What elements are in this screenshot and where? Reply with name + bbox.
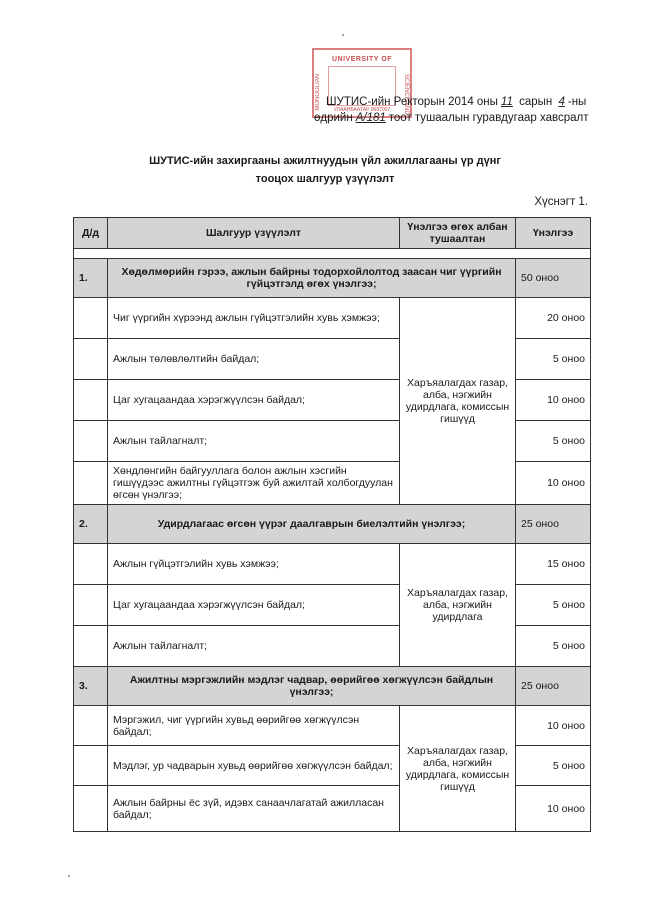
- criterion-text: Ажлын төлөвлөлтийн байдал;: [108, 339, 400, 380]
- criterion-score: 5 оноо: [516, 421, 591, 462]
- decree-text: тоот тушаалын гуравдугаар хавсралт: [388, 112, 589, 124]
- table-header-row: [74, 218, 591, 249]
- criterion-text: Чиг үүргийн хүрээнд ажлын гүйцэтгэлийн хувь хэмжээ;: [108, 298, 400, 339]
- empty-cell: [74, 298, 108, 339]
- header-criteria: Шалгуур үзүүлэлт: [108, 218, 400, 249]
- stamp-left-text: MONGOLIAN: [315, 74, 321, 111]
- criterion-text: Мэдлэг, ур чадварын хувьд өөрийгөө хөгжүүлсэн байдал;: [108, 746, 400, 786]
- criterion-score: 10 оноо: [516, 462, 591, 505]
- criterion-score: 5 оноо: [516, 339, 591, 380]
- decree-text: сарын: [519, 96, 553, 108]
- criteria-table: [73, 217, 591, 832]
- header-score: Үнэлгээ: [516, 218, 591, 249]
- criterion-text: Ажлын тайлагналт;: [108, 421, 400, 462]
- section-title: Ажилтны мэргэжлийн мэдлэг чадвар, өөрийгөө хөгжүүлсэн байдлын үнэлгээ;: [108, 667, 516, 706]
- criterion-score: 10 оноо: [516, 380, 591, 421]
- evaluator-cell: Харъяалагдах газар, алба, нэгжийн удирдлага: [400, 544, 516, 667]
- criterion-score: 5 оноо: [516, 626, 591, 667]
- section-number: 3.: [74, 667, 108, 706]
- empty-cell: [74, 380, 108, 421]
- empty-cell: [74, 786, 108, 832]
- empty-cell: [74, 462, 108, 505]
- section-row: [74, 667, 591, 706]
- criterion-text: Цаг хугацаандаа хэрэгжүүлсэн байдал;: [108, 380, 400, 421]
- empty-cell: [74, 544, 108, 585]
- criterion-score: 10 оноо: [516, 786, 591, 832]
- criterion-text: Ажлын байрны ёс зүй, идэвх санаачлагатай ажилласан байдал;: [108, 786, 400, 832]
- scan-speck: [342, 34, 344, 36]
- table-label: Хүснэгт 1.: [534, 196, 588, 208]
- criterion-text: Хөндлөнгийн байгууллага болон ажлын хэсгийн гишүүдээс ажилтны гүйцэтгэж буй ажилтай холбогдуулан өгсөн үнэлгээ;: [108, 462, 400, 505]
- criterion-text: Ажлын тайлагналт;: [108, 626, 400, 667]
- criterion-score: 5 оноо: [516, 746, 591, 786]
- table-row: [74, 544, 591, 585]
- section-title: Удирдлагаас өгсөн үүрэг даалгаврын биелэлтийн үнэлгээ;: [108, 505, 516, 544]
- decree-line-2: [314, 112, 588, 124]
- criterion-score: 5 оноо: [516, 585, 591, 626]
- table-row: [74, 298, 591, 339]
- empty-cell: [74, 706, 108, 746]
- section-score: 25 оноо: [516, 505, 591, 544]
- document-title-line-1: ШУТИС-ийн захиргааны ажилтнуудын үйл ажиллагааны үр дүнг: [149, 155, 501, 167]
- decree-line-1: [326, 96, 586, 108]
- stamp-top-text: UNIVERSITY OF: [331, 56, 393, 63]
- evaluator-cell: Харъяалагдах газар, алба, нэгжийн удирдлага, комиссын гишүүд: [400, 706, 516, 832]
- criterion-score: 15 оноо: [516, 544, 591, 585]
- section-score: 50 оноо: [516, 259, 591, 298]
- decree-month: 11: [500, 96, 513, 108]
- document-title-line-2: тооцох шалгуур үзүүлэлт: [255, 173, 395, 185]
- empty-cell: [74, 626, 108, 667]
- section-row: [74, 259, 591, 298]
- section-score: 25 оноо: [516, 667, 591, 706]
- evaluator-cell: Харъяалагдах газар, алба, нэгжийн удирдлага, комиссын гишүүд: [400, 298, 516, 505]
- criterion-score: 20 оноо: [516, 298, 591, 339]
- empty-cell: [74, 339, 108, 380]
- decree-day: 4: [558, 96, 565, 108]
- header-evaluator: Үнэлгээ өгөх албан тушаалтан: [400, 218, 516, 249]
- stamp-right-text: SCIENCE AND: [403, 74, 409, 115]
- decree-text: -ны: [567, 96, 587, 108]
- empty-cell: [74, 585, 108, 626]
- criterion-score: 10 оноо: [516, 706, 591, 746]
- spacer-row: [74, 249, 591, 259]
- section-row: [74, 505, 591, 544]
- decree-order-number: А/181: [355, 112, 386, 124]
- scan-speck: [68, 875, 70, 877]
- empty-cell: [74, 746, 108, 786]
- section-title: Хөдөлмөрийн гэрээ, ажлын байрны тодорхойлолтод заасан чиг үүргийн гүйцэтгэлд өгөх үнэлгээ;: [108, 259, 516, 298]
- stamp-bottom-text: УЛААНБААТАР 9687007: [333, 107, 391, 113]
- decree-text: ШУТИС-ийн Ректорын 2014 оны: [326, 96, 498, 108]
- table-row: [74, 706, 591, 746]
- section-number: 2.: [74, 505, 108, 544]
- section-number: 1.: [74, 259, 108, 298]
- empty-cell: [74, 421, 108, 462]
- criterion-text: Мэргэжил, чиг үүргийн хувьд өөрийгөө хөгжүүлсэн байдал;: [108, 706, 400, 746]
- criterion-text: Ажлын гүйцэтгэлийн хувь хэмжээ;: [108, 544, 400, 585]
- header-number: Д/д: [74, 218, 108, 249]
- criterion-text: Цаг хугацаандаа хэрэгжүүлсэн байдал;: [108, 585, 400, 626]
- decree-text: өдрийн: [314, 112, 353, 124]
